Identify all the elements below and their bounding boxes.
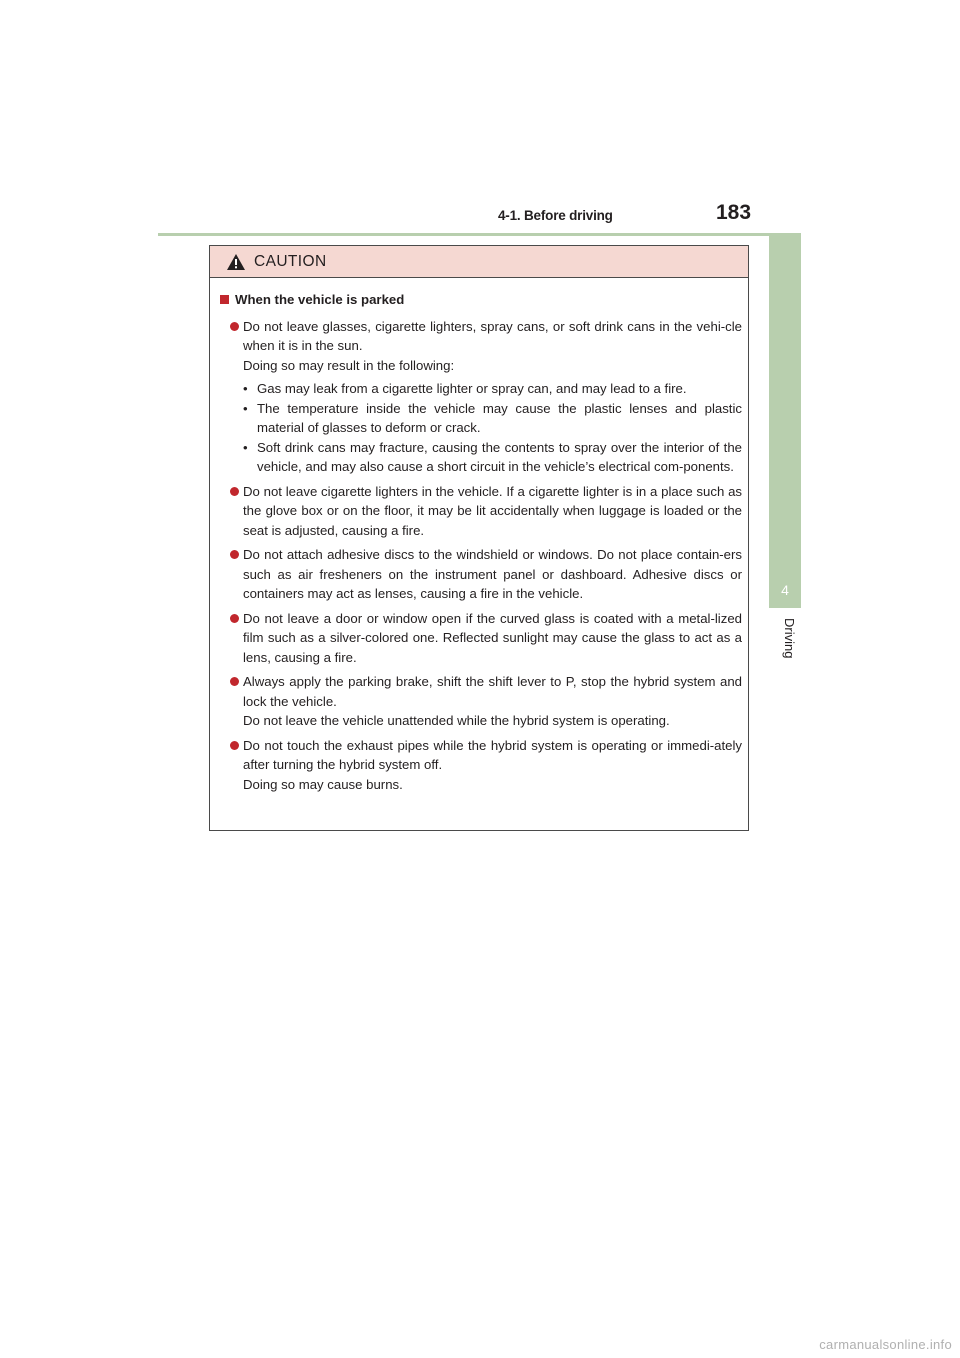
bullet-dot-icon (230, 677, 239, 686)
chapter-number: 4 (781, 582, 789, 598)
watermark: carmanualsonline.info (819, 1337, 952, 1352)
sub-item (243, 399, 742, 438)
caution-header (210, 246, 748, 278)
chapter-label: Driving (782, 618, 797, 659)
item-text: Doing so may cause burns. (243, 776, 403, 792)
item-text: Always apply the parking brake, shift the shift lever to P, stop the hybrid system and lock the vehicle. (243, 674, 742, 709)
item-text: Doing so may result in the following: (243, 357, 455, 373)
sub-item-text: Gas may leak from a cigarette lighter or spray can, and may lead to a fire. (257, 381, 687, 396)
header-rule (158, 233, 801, 236)
page-number: 183 (716, 201, 752, 224)
caution-item (220, 736, 742, 795)
item-text: Do not touch the exhaust pipes while the hybrid system is operating or immedi-ately after turning the hybrid system off. (243, 737, 742, 772)
square-bullet-icon (220, 295, 229, 304)
sub-list (243, 379, 742, 477)
caution-item (220, 545, 742, 604)
item-text: Do not leave glasses, cigarette lighters, spray cans, or soft drink cans in the vehi-cle when it is in the sun. (243, 318, 742, 353)
sub-bullet-icon: • (243, 381, 248, 396)
caution-item (220, 672, 742, 731)
bullet-dot-icon (230, 614, 239, 623)
item-text: Do not leave cigarette lighters in the vehicle. If a cigarette lighter is in a place such as the glove box or on the floor, it may be lit accidentally when luggage is loaded or the seat is adjusted, causing a fire. (243, 483, 742, 538)
item-text: Do not attach adhesive discs to the windshield or windows. Do not place contain-ers such as air fresheners on the instrument panel or dashboard. Adhesive discs or containers may act as lenses, causing a fire in the vehicle. (243, 547, 742, 601)
caution-item (220, 482, 742, 541)
caution-box (209, 245, 749, 831)
sub-bullet-icon: • (243, 400, 248, 416)
item-text: Do not leave a door or window open if the curved glass is coated with a metal-lized film such as a silver-colored one. Reflected sunlight may cause the glass to act as a lens, causing a fire. (243, 610, 742, 665)
bullet-dot-icon (230, 550, 239, 559)
caution-body (210, 278, 748, 794)
bullet-dot-icon (230, 322, 239, 331)
caution-heading (220, 290, 742, 310)
chapter-tab (769, 236, 801, 608)
caution-title: CAUTION (254, 252, 327, 270)
sub-item (243, 379, 742, 399)
sub-item-text: The temperature inside the vehicle may cause the plastic lenses and plastic material of glasses to deform or crack. (257, 400, 742, 435)
bullet-dot-icon (230, 487, 239, 496)
sub-item-text: Soft drink cans may fracture, causing the contents to spray over the interior of the vehicle, and may also cause a short circuit in the vehicle’s electrical com-ponents. (257, 439, 742, 474)
sub-item (243, 438, 742, 477)
caution-heading-text: When the vehicle is parked (235, 292, 405, 307)
caution-item (220, 609, 742, 668)
bullet-dot-icon (230, 741, 239, 750)
warning-triangle-icon (226, 253, 246, 271)
section-title: 4-1. Before driving (498, 208, 613, 223)
caution-item (220, 317, 742, 477)
sub-bullet-icon: • (243, 439, 248, 455)
item-text: Do not leave the vehicle unattended while the hybrid system is operating. (243, 713, 670, 728)
